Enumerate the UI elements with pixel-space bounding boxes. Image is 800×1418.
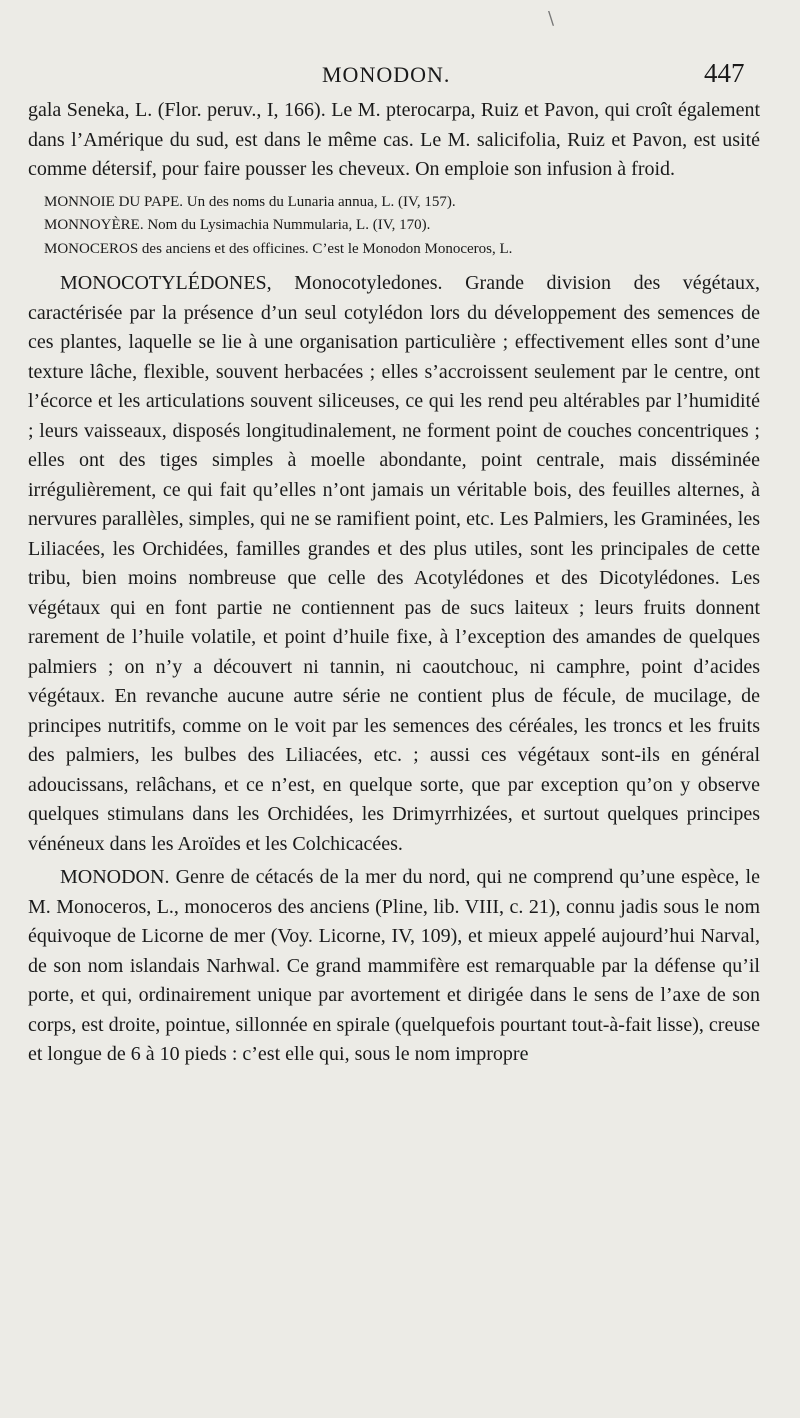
running-head — [0, 58, 800, 96]
entry-monocotyledones: MONOCOTYLÉDONES, Monocotyledones. Grande division des végétaux, caractérisée par la présence d’un seul cotylédon lors du développement des semences de ces plantes, laquelle se lie à une organisation particulière ; effectivement elles sont d’une texture lâche, flexible, souvent herbacées ; elles s’accroissent seulement par le centre, ont l’écorce et les articulations souvent siliceuses, ce qui les rend peu altérables par l’humidité ; leurs vaisseaux, disposés longitudinalement, ne forment point de couches concentriques ; elles ont des tiges simples à moelle abondante, point centrale, mais disséminée irrégulièrement, ce qui fait qu’elles n’ont jamais un véritable bois, des feuilles alternes, à nervures parallèles, simples, qui ne se ramifient point, etc. Les Palmiers, les Graminées, les Liliacées, les Orchidées, familles grandes et des plus utiles, sont les principales de cette tribu, bien moins nombreuse que celle des Acotylédones et des Dicotylédones. Les végétaux qui en font partie ne contiennent pas de sucs laiteux ; leurs fruits donnent rarement de l’huile volatile, et point d’huile fixe, à l’exception des amandes de quelques palmiers ; on n’y a découvert ni tannin, ni caoutchouc, ni camphre, point d’acides végétaux. En revanche aucune autre série ne contient plus de fécule, de mucilage, de principes nutritifs, comme on le voit par les semences des céréales, les troncs et les fruits des palmiers, les bulbes des Liliacées, etc. ; aussi ces végétaux sont-ils en général adoucissans, relâchans, et ce n’est, en quelque sorte, que par exception qu’on y observe quelques stimulans dans les Orchidées, les Drimyrrhizées, et surtout quelques principes vénéneux dans les Aroïdes et les Colchicacées. — [28, 272, 760, 855]
paragraph-continuation: gala Seneka, L. (Flor. peruv., I, 166). Le M. pterocarpa, Ruiz et Pavon, qui croît également dans l’Amérique du sud, est dans le même cas. Le M. salicifolia, Ruiz et Pavon, est usité comme détersif, pour faire pousser les cheveux. On emploie son infusion à froid. — [28, 99, 760, 180]
entry-monnoyere: MONNOYÈRE. Nom du Lysimachia Nummularia, L. (IV, 170). — [44, 217, 431, 233]
running-title: MONODON. — [322, 62, 451, 87]
entry-monodon: MONODON. Genre de cétacés de la mer du nord, qui ne comprend qu’une espèce, le M. Monoceros, L., monoceros des anciens (Pline, lib. VIII, c. 21), connu jadis sous le nom équivoque de Licorne de mer (Voy. Licorne, IV, 109), et mieux appelé aujourd’hui Narval, de son nom islandais Narhwal. Ce grand mammifère est remarquable par la défense qu’il porte, et qui, ordinairement unique par avortement et dirigée dans le sens de l’axe de son corps, est droite, pointue, sillonnée en spirale (quelquefois pourtant tout-à-fait lisse), creuse et longue de 6 à 10 pieds : c’est elle qui, sous le nom impropre — [28, 866, 760, 1065]
page-number: 447 — [704, 58, 745, 88]
entry-monoceros: MONOCEROS des anciens et des officines. C’est le Monodon Monoceros, L. — [44, 240, 513, 257]
scan-mark: \ — [548, 8, 555, 29]
main-text — [28, 96, 760, 1070]
entry-monnoie-du-pape: MONNOIE DU PAPE. Un des noms du Lunaria annua, L. (IV, 157). — [44, 193, 456, 210]
